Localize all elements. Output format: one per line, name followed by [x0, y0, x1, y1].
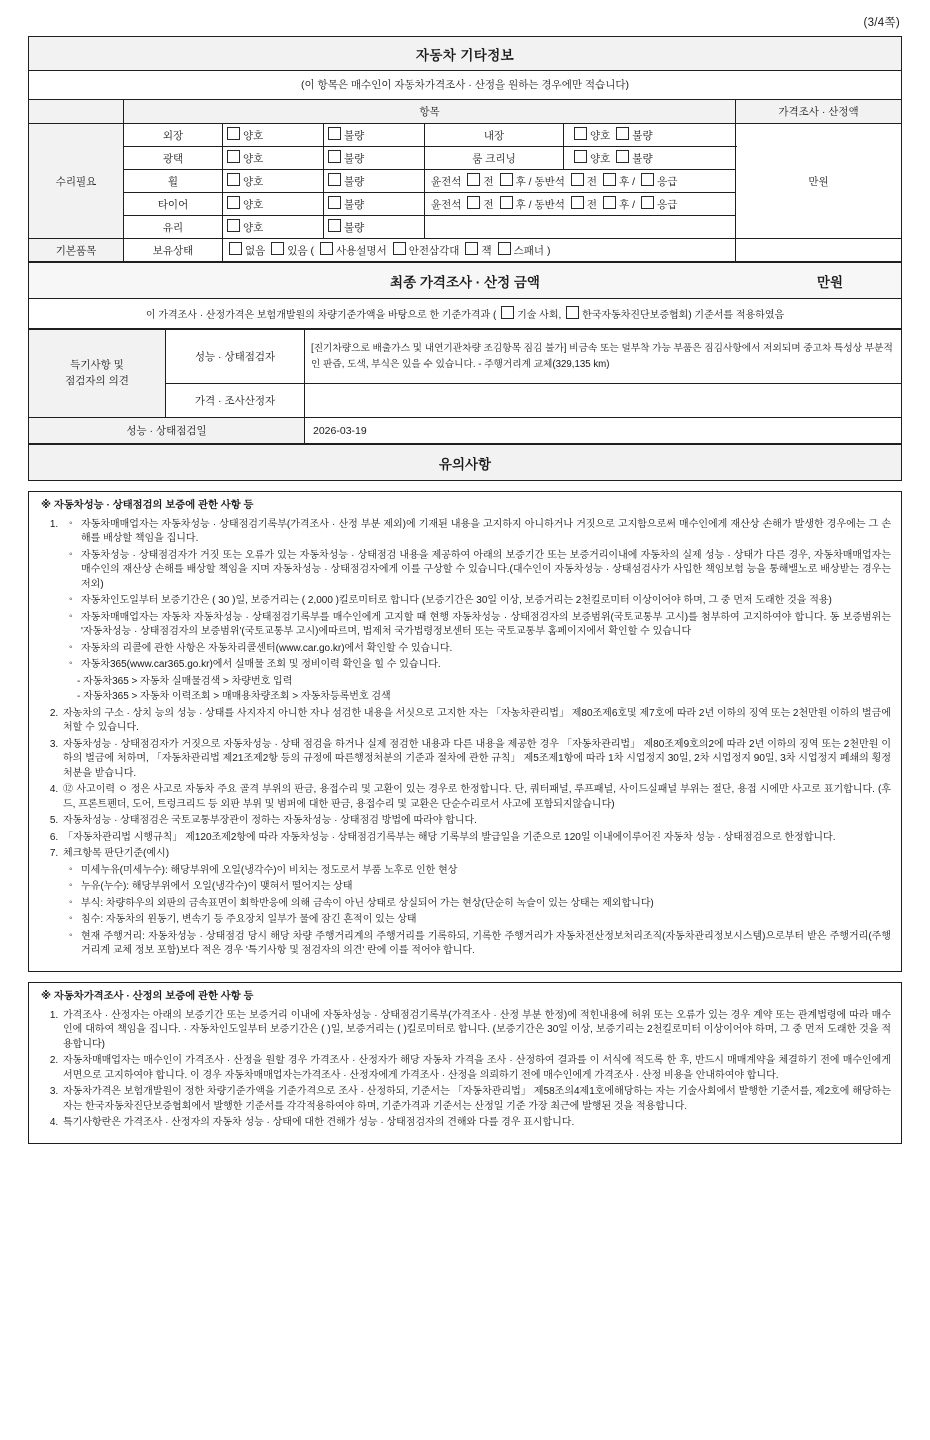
checkbox-icon[interactable]: [328, 127, 341, 140]
tire-driver-label: 윤전석: [431, 198, 462, 211]
option-label: 불량: [344, 199, 365, 211]
list-item: ◦ 자동차365(www.car365.go.kr)에서 실매물 조회 및 정비이력 확인을 힐 수 있습니다.: [69, 658, 891, 673]
option-label: 불량: [344, 222, 365, 234]
price-header: 가격조사 · 산정액: [736, 100, 902, 124]
checkbox-icon[interactable]: [641, 196, 654, 209]
row-name-exterior: 외장: [124, 124, 223, 147]
price-basis-note: [29, 299, 902, 329]
appraiser-opinion-label: 가격 · 조사산정자: [166, 384, 305, 418]
checkbox-icon[interactable]: [465, 242, 478, 255]
list-item: 4. 특기사항란은 가격조사 · 산정자의 자동차 성능 · 상태에 대한 견해가 성능 · 상태점검자의 견해와 다를 경우 표시합니다.: [61, 1116, 891, 1131]
item-header: 항목: [124, 100, 736, 124]
price-assessment-value: 만원: [736, 124, 902, 239]
basic-items-state-label: 보유상태: [124, 239, 223, 262]
checkbox-icon[interactable]: [467, 196, 480, 209]
checkbox-icon[interactable]: [328, 196, 341, 209]
notice-title: 유의사항: [29, 445, 902, 481]
option-label: 후 / 동반석: [515, 199, 565, 211]
checkbox-exterior-good[interactable]: [223, 124, 324, 147]
option-label: 전: [483, 176, 494, 188]
option-label: 불량: [344, 130, 365, 142]
price-basis-opt1: 기술 사회,: [517, 310, 562, 321]
list-item: ◦ 자동차매매업자는 자동차 자동차성능 · 상태점검기록부를 매수인에게 고지할 때 현행 자동차성능 · 상태점검자의 보증범위(국토교통부 고시)를 첨부하여 고지하여야 합니다. 동 보증범위는 '자동차성능 · 상태점검자의 보증범위'(국토교통부 고시)에따르며, 법제처 국가법령정보센터 또는 국토교통부 홈페이지에서 확인할 수 있습니다: [69, 611, 891, 640]
list-item: ◦ 미세누유(미세누수): 해당부위에 오일(냉각수)이 비치는 정도로서 부품 노후로 인한 현상: [69, 864, 891, 879]
checkbox-icon[interactable]: [571, 196, 584, 209]
list-item: 1. 가격조사 · 산정자는 아래의 보증기간 또는 보증거리 이내에 자동차성능 · 상태점검기록부(가격조사 · 산정 부분 한정)에 적힌내용에 허위 또는 오류가 있는 경우 계약 또는 관계법령에 따라 매수인에 대하여 책임을 집니다. · 자동차인도일부터 보증기간은 ( )일, 보증거리는 ( )킬로미터로 합니다. (보증기간은 30일 이상, 보증기리는 2천킬로미터 이상이어야 하며, 그 중 먼저 도래한 것을 적용합니다): [61, 1009, 891, 1053]
row-name-glass: 유리: [124, 216, 223, 239]
page-number: (3/4쪽): [863, 17, 900, 29]
list-item: - 자동차365 > 자동차 실매물검색 > 차량번호 입력: [77, 675, 293, 687]
checkbox-polish-good[interactable]: [223, 147, 324, 170]
checkbox-icon[interactable]: [227, 196, 240, 209]
checkbox-icon[interactable]: [574, 127, 587, 140]
list-item: 5. 자동차성능 · 상태점검은 국토교통부장관이 정하는 자동차성능 · 상태점검 방법에 따라야 합니다.: [61, 814, 891, 829]
option-label: 불량: [344, 153, 365, 165]
option-label: 잭: [481, 245, 492, 257]
checkbox-icon[interactable]: [566, 306, 579, 319]
checkbox-polish-bad[interactable]: [324, 147, 425, 170]
option-label: 양호: [590, 130, 611, 142]
wheel-driver-label: 윤전석: [431, 175, 462, 188]
checkbox-wheel-good[interactable]: [223, 170, 324, 193]
checkbox-icon[interactable]: [393, 242, 406, 255]
checkbox-icon[interactable]: [616, 150, 629, 163]
option-label: 양호: [243, 130, 264, 142]
price-basis-note-pre: 이 가격조사 · 산정가격은 보험개발원의 차량기준가액을 바탕으로 한 기준가격과 (: [145, 310, 497, 321]
list-item: ◦ 누유(누수): 해당부위에서 오일(냉각수)이 맺혀서 떨어지는 상태: [69, 880, 891, 895]
inspection-date-label: 성능 · 상태점검일: [29, 418, 305, 444]
option-label: 있음 (: [287, 245, 314, 257]
option-label: 후 / 동반석: [515, 176, 565, 188]
inspector-opinion-text: [진기차량으로 배출가스 및 내연기관차량 조김항목 짐김 불가] 비금속 또는 덜부착 가능 부품은 짐김사항에서 저외되며 중고차 특성상 부분적인 판즙, 도색, 부식은 있을 수 있습니다. - 주행거리계 교체(329,135 km): [305, 330, 902, 384]
option-label: 후 /: [619, 199, 636, 211]
list-item-label: 체크항목 판단기준(예시): [63, 848, 170, 860]
checkbox-wheel-bad[interactable]: [324, 170, 425, 193]
list-item: 6. 「자동차관리법 시행규칙」 제120조제2항에 따라 자동차성능 · 상태점검기록부는 해당 기록부의 발급일을 기준으로 120일 이내에이루어진 자동차 성능 · 상태점검으로 한정합니다.: [61, 831, 891, 846]
checkbox-icon[interactable]: [328, 219, 341, 232]
row-name-wheel: 휠: [124, 170, 223, 193]
row-name-interior: 내장: [425, 124, 564, 147]
remarks-label: [29, 330, 166, 418]
list-item: ◦ 자동차인도일부터 보증기간은 ( 30 )일, 보증거리는 ( 2,000 )킬로미터로 합니다 (보증기간은 30일 이상, 보증거리는 2천킬로미터 이상이어야 하며, 그 중 먼저 도래한 것을 적용): [69, 594, 891, 609]
checkbox-icon[interactable]: [227, 150, 240, 163]
option-label: 전: [483, 199, 494, 211]
option-label: 불량: [632, 130, 653, 142]
list-item: ◦ 1. 자동차매매업자는 자동차성능 · 상태점검기록부(가격조사 · 산정 부분 제외)에 기재된 내용을 고지하지 아니하거나 거짓으로 고지함으로써 매수인에게 재산상 손해가 발생한 경우에는 그 손해를 배상할 책임을 집니다.: [69, 518, 891, 547]
checkbox-icon[interactable]: [320, 242, 333, 255]
final-price-table: [28, 262, 902, 329]
checkbox-icon[interactable]: [328, 150, 341, 163]
repair-needed-label: 수리필요: [29, 124, 124, 239]
list-item: ◦ 부식: 차량하우의 외판의 금속표면이 회학반응에 의해 금속이 아닌 상태로 상실되어 가는 현상(단순히 녹슬이 있는 상태는 제외합니다): [69, 897, 891, 912]
inspection-date-value: 2026-03-19: [305, 418, 902, 444]
tire-position-options[interactable]: [425, 193, 736, 216]
checkbox-tire-good[interactable]: [223, 193, 324, 216]
notice-block-price: [28, 982, 902, 1144]
option-label: 양호: [243, 199, 264, 211]
list-item: 3. 자동차성능 · 상태점검자가 거짓으로 자동차성능 · 상태 점검을 하거나 실제 점검한 내용과 다른 내용을 제공한 경우 「자동차관리법」 제80조제9호의2에 따라 2년 이하의 징역 또는 2천만원 이하의 벌금에 처하며, 「자동차관리법 제21조제2항 등의 규정에 따른행정처분의 기준과 절차에 관한 규칙」 제5조제1항에 따라 1차 시업정지 30일, 2차 시업정지 90일, 3차 시업정지 폐쇄의 횡정처분을 받습니다.: [61, 738, 891, 782]
option-label: 없음: [245, 245, 266, 257]
option-label: 양호: [243, 222, 264, 234]
item-header-blank: [29, 100, 124, 124]
notice-block-price-head: ※ 자동차가격조사 · 산정의 보증에 관한 사항 등: [41, 990, 254, 1002]
checkbox-icon[interactable]: [498, 242, 511, 255]
option-label: 전: [586, 199, 598, 211]
row-name-room-cleaning: 룸 크리닝: [425, 147, 564, 170]
checkbox-glass-good[interactable]: [223, 216, 324, 239]
interior-options[interactable]: [564, 124, 736, 147]
checkbox-icon[interactable]: [271, 242, 284, 255]
wheel-position-options[interactable]: [425, 170, 736, 193]
basic-items-options[interactable]: [223, 239, 736, 262]
option-label: 사용설명서: [336, 245, 387, 257]
final-price-unit: 만원: [816, 275, 843, 290]
list-item: 3. 자동차가격은 보험개발원이 정한 차량기준가액을 기준가격으로 조사 · 산정하되, 기준서는 「자동차관리법」 제58조의4제1호에해당하는 자는 기술사회에서 발행한 기준서를, 제2호에 해당하는 자는 한국자동차진단보증협회에서 발행한 기준서를 각각적용하여야 하며, 기준가격과 기준서는 산정일 기준 가장 최근에 발행된 것을 적용합니다.: [61, 1085, 891, 1114]
option-label: 응급: [657, 199, 678, 211]
list-item: ◦ 자동차성능 · 상태점검자가 거짓 또는 오류가 있는 자동차성능 · 상태점검 내용을 제공하여 아래의 보증기간 또는 보증거리이내에 자동차의 실제 성능 · 상태가 다른 경우, 자동차매매업자는 매수인의 재산상 손해를 배상할 책임을 지며 자동차성능 · 상태점검자에게 이를 구상할 수 있습니다.(대수인이 자동차성능 · 상태섬검사가 사입한 책임보험 능을 통해밸노로 배상받는 경우는 저외): [69, 549, 891, 593]
notice-list-performance: [61, 518, 891, 959]
other-info-title: 자동차 기타정보: [29, 37, 902, 71]
option-label: 후 /: [619, 176, 636, 188]
list-item: - 자동차365 > 자동차 이력조회 > 매매용차량조회 > 자동차등록번호 검색: [77, 691, 391, 703]
list-item: ◦ 자동차의 리콜에 관한 사항은 자동차리콜센터(www.car.go.kr)에서 확인할 수 있습니다.: [69, 642, 891, 657]
price-basis-opt2: 한국자동차진단보증협회) 기준서를 적용하였음: [582, 310, 785, 321]
list-item: [61, 847, 891, 959]
row-name-tire: 타이어: [124, 193, 223, 216]
option-label: 양호: [243, 153, 264, 165]
checkbox-icon[interactable]: [500, 173, 513, 186]
other-info-table: [28, 36, 902, 262]
option-label: 전: [586, 176, 598, 188]
option-label: 안전삼각대: [408, 245, 460, 257]
remarks-label-line2: 점검자의 의견: [65, 374, 129, 387]
list-item: ◦ 현재 주행거리: 자동차성능 · 상태점검 당시 해당 차량 주행거리계의 주행거리를 기록하되, 기록한 주행거리가 자동차전산정보처리조직(자동차관리정보시스템)으로부터 받은 주행거리(주행거리계 교체 정보 포함)보다 적은 경우 '특기사항 및 점검자의 의견' 란에 이를 적어야 합니다.: [69, 930, 891, 959]
notice-title-table: [28, 444, 902, 481]
remarks-label-line1: 득기사항 및: [70, 358, 124, 371]
option-label: 응급: [657, 176, 678, 188]
notice-sublist-7: [69, 864, 891, 959]
checkbox-icon[interactable]: [328, 173, 341, 186]
checkbox-icon[interactable]: [603, 196, 616, 209]
checkbox-icon[interactable]: [227, 173, 240, 186]
final-price-title: 최종 가격조사 · 산정 금액: [390, 275, 540, 290]
checkbox-glass-bad[interactable]: [324, 216, 425, 239]
option-label: 불량: [632, 153, 653, 165]
checkbox-tire-bad[interactable]: [324, 193, 425, 216]
checkbox-icon[interactable]: [227, 219, 240, 232]
inspector-opinion-label: 성능 · 상태점검자: [166, 330, 305, 384]
option-label: 양호: [590, 153, 611, 165]
final-price-title-cell: [29, 263, 902, 299]
checkbox-icon[interactable]: [500, 196, 513, 209]
checkbox-exterior-bad[interactable]: [324, 124, 425, 147]
row-name-polish: 광택: [124, 147, 223, 170]
basic-items-label: 기본품목: [29, 239, 124, 262]
other-info-subtitle: (이 항목은 매수인이 자동차가격조사 · 산정을 원하는 경우에만 적습니다): [29, 71, 902, 100]
list-item: 2. 자농차의 구소 · 상치 능의 성능 · 상태를 사지자지 아니한 자나 섬검한 내용을 서싯으로 고지한 자는 「자농차관리법」 제80조제6호및 제7호에 따라 2년 이하의 징역 또는 2천만원 이하의 벌금에 처할 수 있습니다.: [61, 707, 891, 736]
checkbox-icon[interactable]: [603, 173, 616, 186]
checkbox-icon[interactable]: [227, 127, 240, 140]
notice-list-price: [61, 1009, 891, 1131]
option-label: 양호: [243, 176, 264, 188]
notice-sublist-links: [77, 675, 891, 705]
glass-empty-cell: [425, 216, 736, 239]
appraiser-opinion-text: [305, 384, 902, 418]
checkbox-icon[interactable]: [616, 127, 629, 140]
checkbox-icon[interactable]: [229, 242, 242, 255]
notice-sublist-1: [69, 518, 891, 673]
checkbox-icon[interactable]: [467, 173, 480, 186]
notice-block-performance-head: ※ 자동차성능 · 상태점검의 보증에 관한 사항 등: [41, 500, 254, 511]
checkbox-icon[interactable]: [574, 150, 587, 163]
option-label: 스패너 ): [513, 245, 551, 257]
notice-block-performance: [28, 491, 902, 972]
list-item: [61, 518, 891, 705]
list-item: 2. 자동차매매업자는 매수인이 가격조사 · 산정을 원할 경우 가격조사 · 산정자가 해당 자동차 가격을 조사 · 산정하여 결과를 이 서식에 적도록 한 후, 반드시 매매계약을 체결하기 전에 매수인에게 서면으로 고지하여야 합니다. 이 경우 자동차매매업자는가격조사 · 산정자에게 가격조사 · 산정을 의뢰하기 전에 매수인에게 가격조사 · 산정 비용을 안내하여야 합니다.: [61, 1054, 891, 1083]
list-item: ◦ 침수: 자동차의 윈동기, 변속기 등 주요장치 일부가 물에 잠긴 흔적이 있는 상태: [69, 913, 891, 928]
room-cleaning-options[interactable]: [564, 147, 736, 170]
remarks-table: [28, 329, 902, 444]
option-label: 불량: [344, 176, 365, 188]
list-item: 4. ⑫ 사고이력 ㅇ 정은 사고로 자동차 주요 골격 부위의 판금, 용접수리 및 고환이 있는 경우로 한정합니다. 단, 쿼터패널, 루프패널, 사이드실패널 부위는 절단, 용접 시에만 사고로 표기합니다. (후드, 프론트펜더, 도어, 트렁크리드 등 외판 부위 및 범퍼에 대한 판금, 용접수리 및 교환은 단순수리로서 사고에 포함되지않습니다): [61, 783, 891, 812]
checkbox-icon[interactable]: [571, 173, 584, 186]
checkbox-icon[interactable]: [641, 173, 654, 186]
checkbox-icon[interactable]: [501, 306, 514, 319]
